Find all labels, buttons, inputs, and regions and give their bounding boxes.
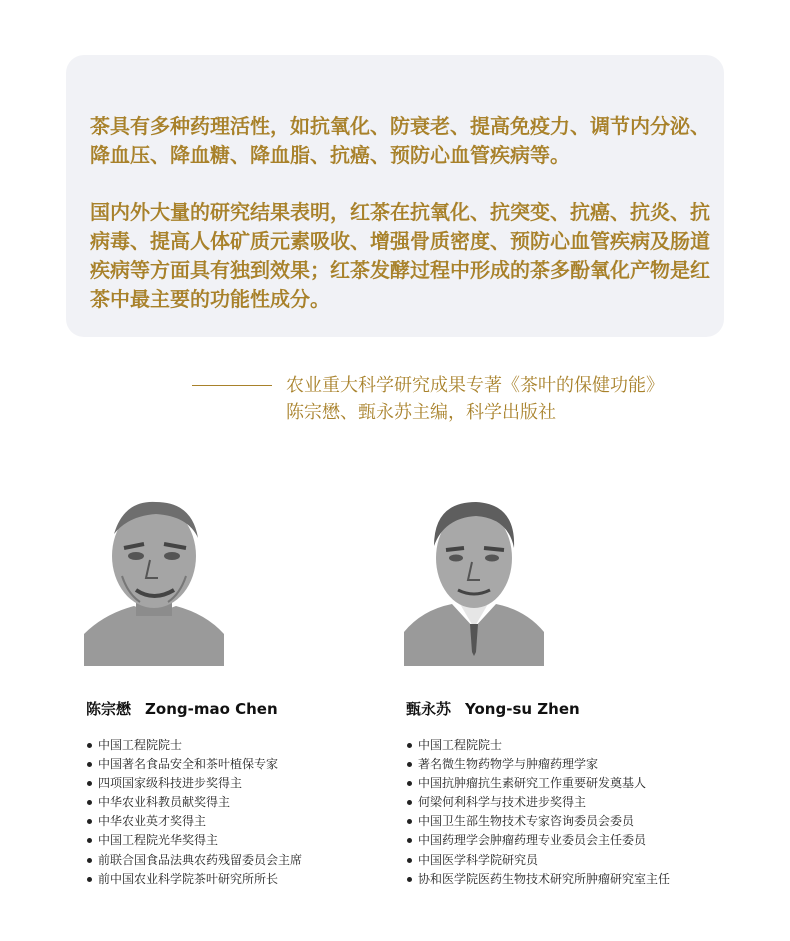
honor-item: 中华农业英才奖得主 (86, 812, 302, 831)
honor-item: 中国药理学会肿瘤药理专业委员会主任委员 (406, 831, 670, 850)
portrait-chen-image (84, 494, 224, 666)
citation-dash (192, 385, 272, 386)
honors-list-zhen (406, 736, 670, 889)
honor-item: 著名微生物药物学与肿瘤药理学家 (406, 755, 670, 774)
honor-item: 中国抗肿瘤抗生素研究工作重要研发奠基人 (406, 774, 670, 793)
expert-name-zhen-cn: 甄永苏 (406, 700, 452, 718)
expert-name-zhen-en: Yong-su Zhen (465, 700, 580, 718)
expert-name-chen-en: Zong-mao Chen (145, 700, 278, 718)
portrait-zhen (404, 494, 544, 666)
portrait-chen (84, 494, 224, 666)
honor-item: 前中国农业科学院茶叶研究所所长 (86, 870, 302, 889)
honor-item: 中华农业科教员献奖得主 (86, 793, 302, 812)
honor-item: 何梁何利科学与技术进步奖得主 (406, 793, 670, 812)
expert-name-chen (86, 698, 278, 719)
quote-paragraph-1: 茶具有多种药理活性，如抗氧化、防衰老、提高免疫力、调节内分泌、降血压、降血糖、降血脂、抗癌、预防心血管疾病等。 (90, 114, 710, 167)
honor-item: 前联合国食品法典农药残留委员会主席 (86, 851, 302, 870)
quote-paragraph-2: 国内外大量的研究结果表明，红茶在抗氧化、抗突变、抗癌、抗炎、抗病毒、提高人体矿质元素吸收、增强骨质密度、预防心血管疾病及肠道疾病等方面具有独到效果；红茶发酵过程中形成的茶多酚氧化产物是红茶中最主要的功能性成分。 (90, 200, 710, 311)
expert-name-zhen (406, 698, 580, 719)
portrait-zhen-image (404, 494, 544, 666)
honor-item: 中国医学科学院研究员 (406, 851, 670, 870)
honor-item: 协和医学院医药生物技术研究所肿瘤研究室主任 (406, 870, 670, 889)
citation-book-title: 农业重大科学研究成果专著《茶叶的保健功能》 (286, 375, 664, 396)
honor-item: 中国工程院院士 (86, 736, 302, 755)
honors-list-chen (86, 736, 302, 889)
honor-item: 中国工程院院士 (406, 736, 670, 755)
honor-item: 中国卫生部生物技术专家咨询委员会委员 (406, 812, 670, 831)
citation-editors: 陈宗懋、甄永苏主编，科学出版社 (286, 402, 556, 423)
honor-item: 四项国家级科技进步奖得主 (86, 774, 302, 793)
source-citation (192, 372, 712, 426)
honor-item: 中国工程院光华奖得主 (86, 831, 302, 850)
expert-name-chen-cn: 陈宗懋 (86, 700, 132, 718)
honor-item: 中国著名食品安全和茶叶植保专家 (86, 755, 302, 774)
